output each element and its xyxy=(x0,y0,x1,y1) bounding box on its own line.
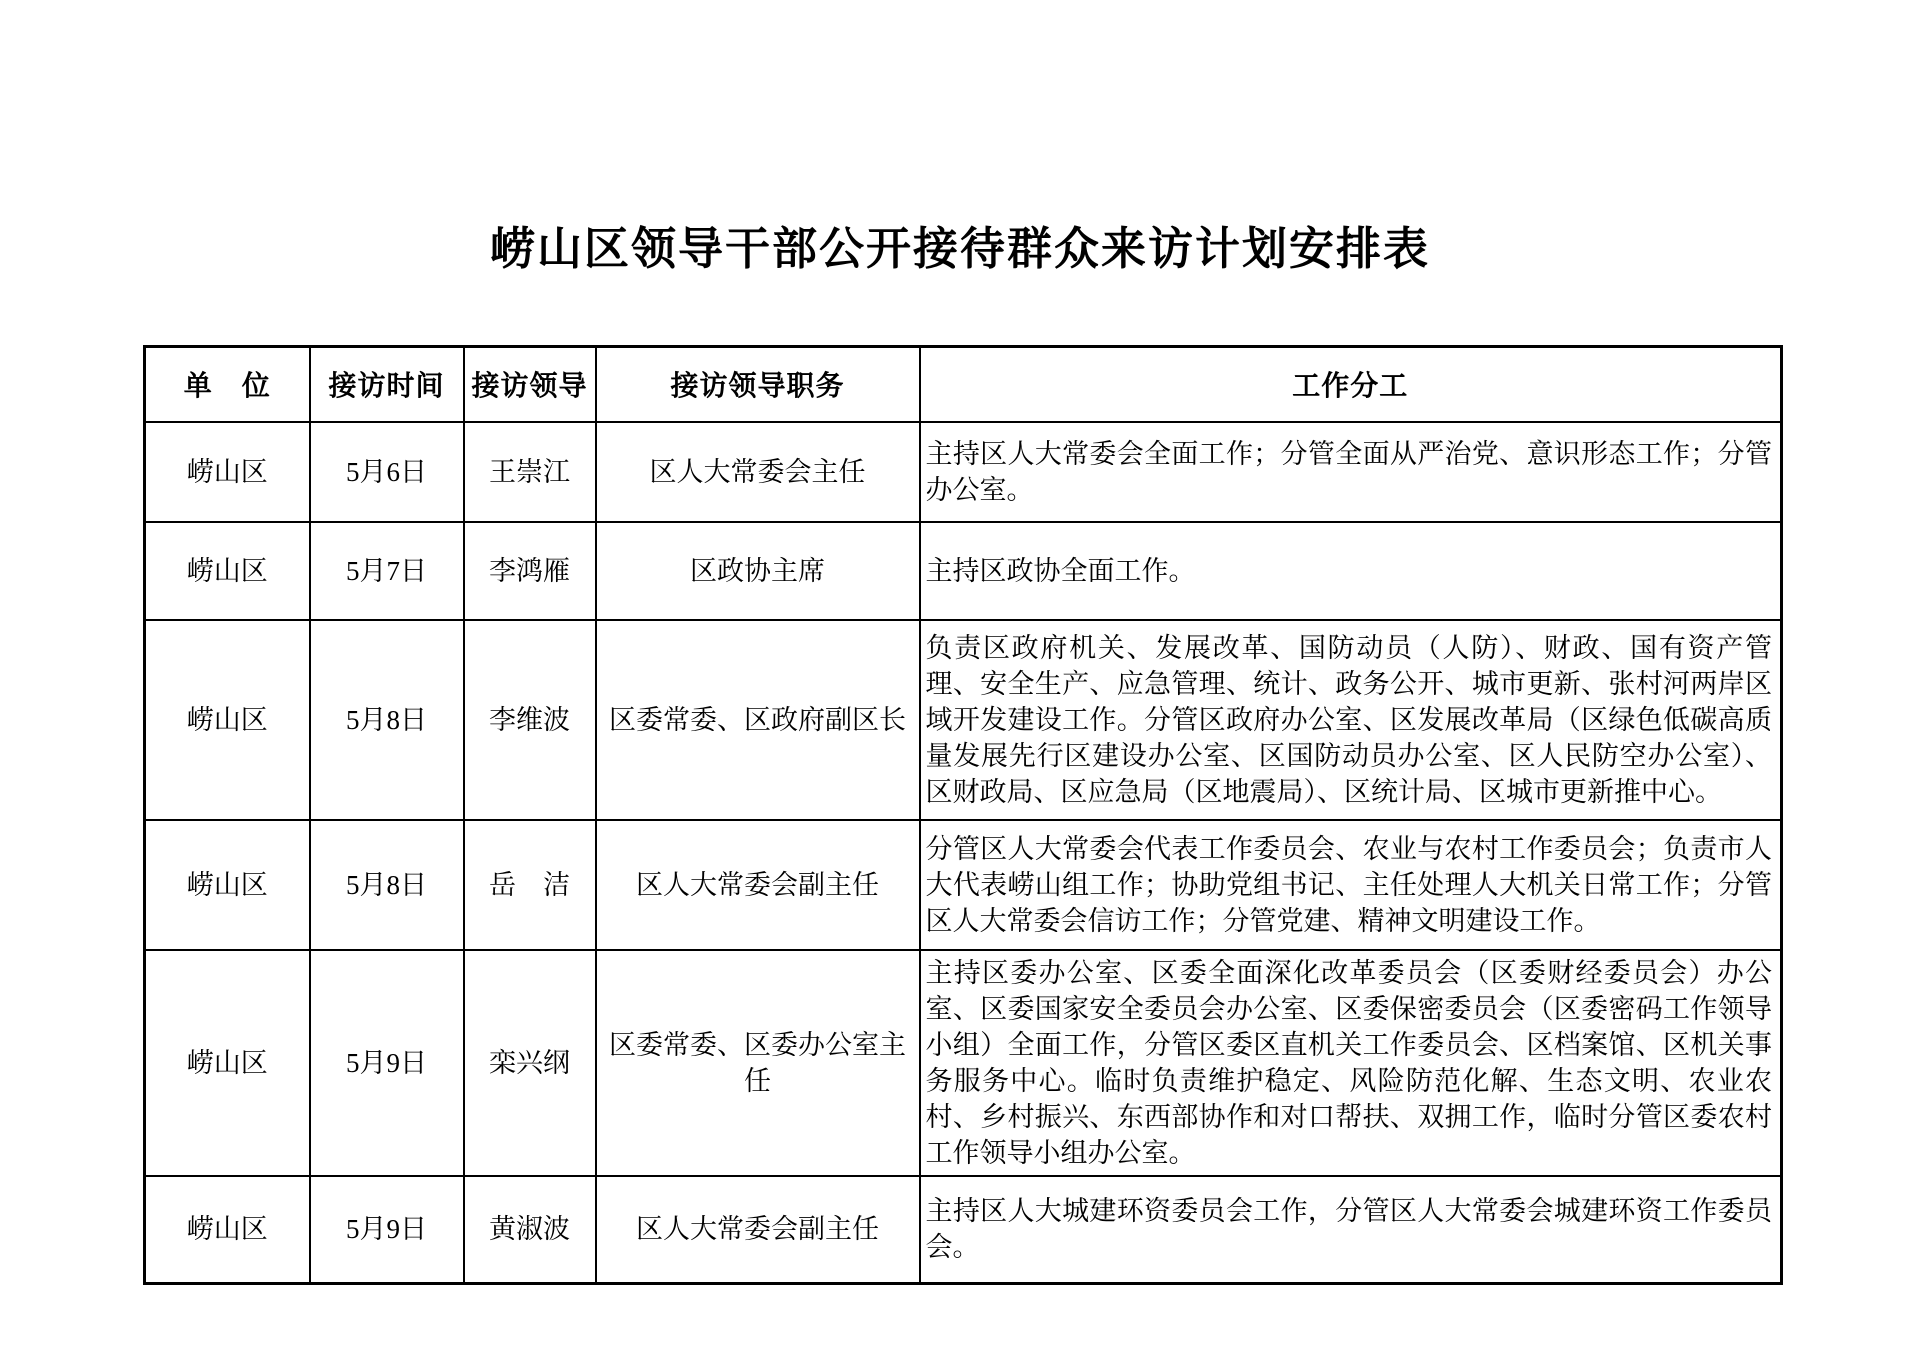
column-header-position: 接访领导职务 xyxy=(596,347,920,422)
position-cell: 区人大常委会主任 xyxy=(596,422,920,522)
unit-cell: 崂山区 xyxy=(145,820,310,950)
position-cell: 区委常委、区委办公室主任 xyxy=(596,950,920,1176)
date-cell: 5月6日 xyxy=(310,422,464,522)
date-cell: 5月7日 xyxy=(310,522,464,620)
position-cell: 区人大常委会副主任 xyxy=(596,820,920,950)
position-cell: 区委常委、区政府副区长 xyxy=(596,620,920,820)
page-title: 崂山区领导干部公开接待群众来访计划安排表 xyxy=(489,224,1430,274)
duties-cell: 主持区人大城建环资委员会工作，分管区人大常委会城建环资工作委员会。 xyxy=(920,1176,1782,1284)
unit-cell: 崂山区 xyxy=(145,1176,310,1284)
leader-cell: 李维波 xyxy=(464,620,596,820)
table-header-row xyxy=(145,347,1782,422)
date-cell: 5月9日 xyxy=(310,950,464,1176)
column-header-leader: 接访领导 xyxy=(464,347,596,422)
unit-cell: 崂山区 xyxy=(145,620,310,820)
duties-cell: 主持区政协全面工作。 xyxy=(920,522,1782,620)
column-header-duties: 工作分工 xyxy=(920,347,1782,422)
table-row xyxy=(145,820,1782,950)
duties-cell: 主持区人大常委会全面工作；分管全面从严治党、意识形态工作；分管办公室。 xyxy=(920,422,1782,522)
leader-cell: 岳 洁 xyxy=(464,820,596,950)
unit-cell: 崂山区 xyxy=(145,522,310,620)
duties-cell: 主持区委办公室、区委全面深化改革委员会（区委财经委员会）办公室、区委国家安全委员会办公室、区委保密委员会（区委密码工作领导小组）全面工作，分管区委区直机关工作委员会、区档案馆、区机关事务服务中心。临时负责维护稳定、风险防范化解、生态文明、农业农村、乡村振兴、东西部协作和对口帮扶、双拥工作，临时分管区委农村工作领导小组办公室。 xyxy=(920,950,1782,1176)
date-cell: 5月8日 xyxy=(310,820,464,950)
leader-cell: 黄淑波 xyxy=(464,1176,596,1284)
position-cell: 区政协主席 xyxy=(596,522,920,620)
table-row xyxy=(145,522,1782,620)
table-row xyxy=(145,1176,1782,1284)
duties-cell: 分管区人大常委会代表工作委员会、农业与农村工作委员会；负责市人大代表崂山组工作；协助党组书记、主任处理人大机关日常工作；分管区人大常委会信访工作；分管党建、精神文明建设工作。 xyxy=(920,820,1782,950)
date-cell: 5月8日 xyxy=(310,620,464,820)
date-cell: 5月9日 xyxy=(310,1176,464,1284)
reception-schedule-table xyxy=(143,345,1783,1285)
unit-cell: 崂山区 xyxy=(145,950,310,1176)
duties-cell: 负责区政府机关、发展改革、国防动员（人防）、财政、国有资产管理、安全生产、应急管理、统计、政务公开、城市更新、张村河两岸区域开发建设工作。分管区政府办公室、区发展改革局（区绿色低碳高质量发展先行区建设办公室、区国防动员办公室、区人民防空办公室）、区财政局、区应急局（区地震局）、区统计局、区城市更新推中心。 xyxy=(920,620,1782,820)
unit-cell: 崂山区 xyxy=(145,422,310,522)
leader-cell: 李鸿雁 xyxy=(464,522,596,620)
leader-cell: 王崇江 xyxy=(464,422,596,522)
position-cell: 区人大常委会副主任 xyxy=(596,1176,920,1284)
table-row xyxy=(145,620,1782,820)
column-header-date: 接访时间 xyxy=(310,347,464,422)
column-header-unit: 单 位 xyxy=(145,347,310,422)
leader-cell: 栾兴纲 xyxy=(464,950,596,1176)
table-row xyxy=(145,950,1782,1176)
table-row xyxy=(145,422,1782,522)
